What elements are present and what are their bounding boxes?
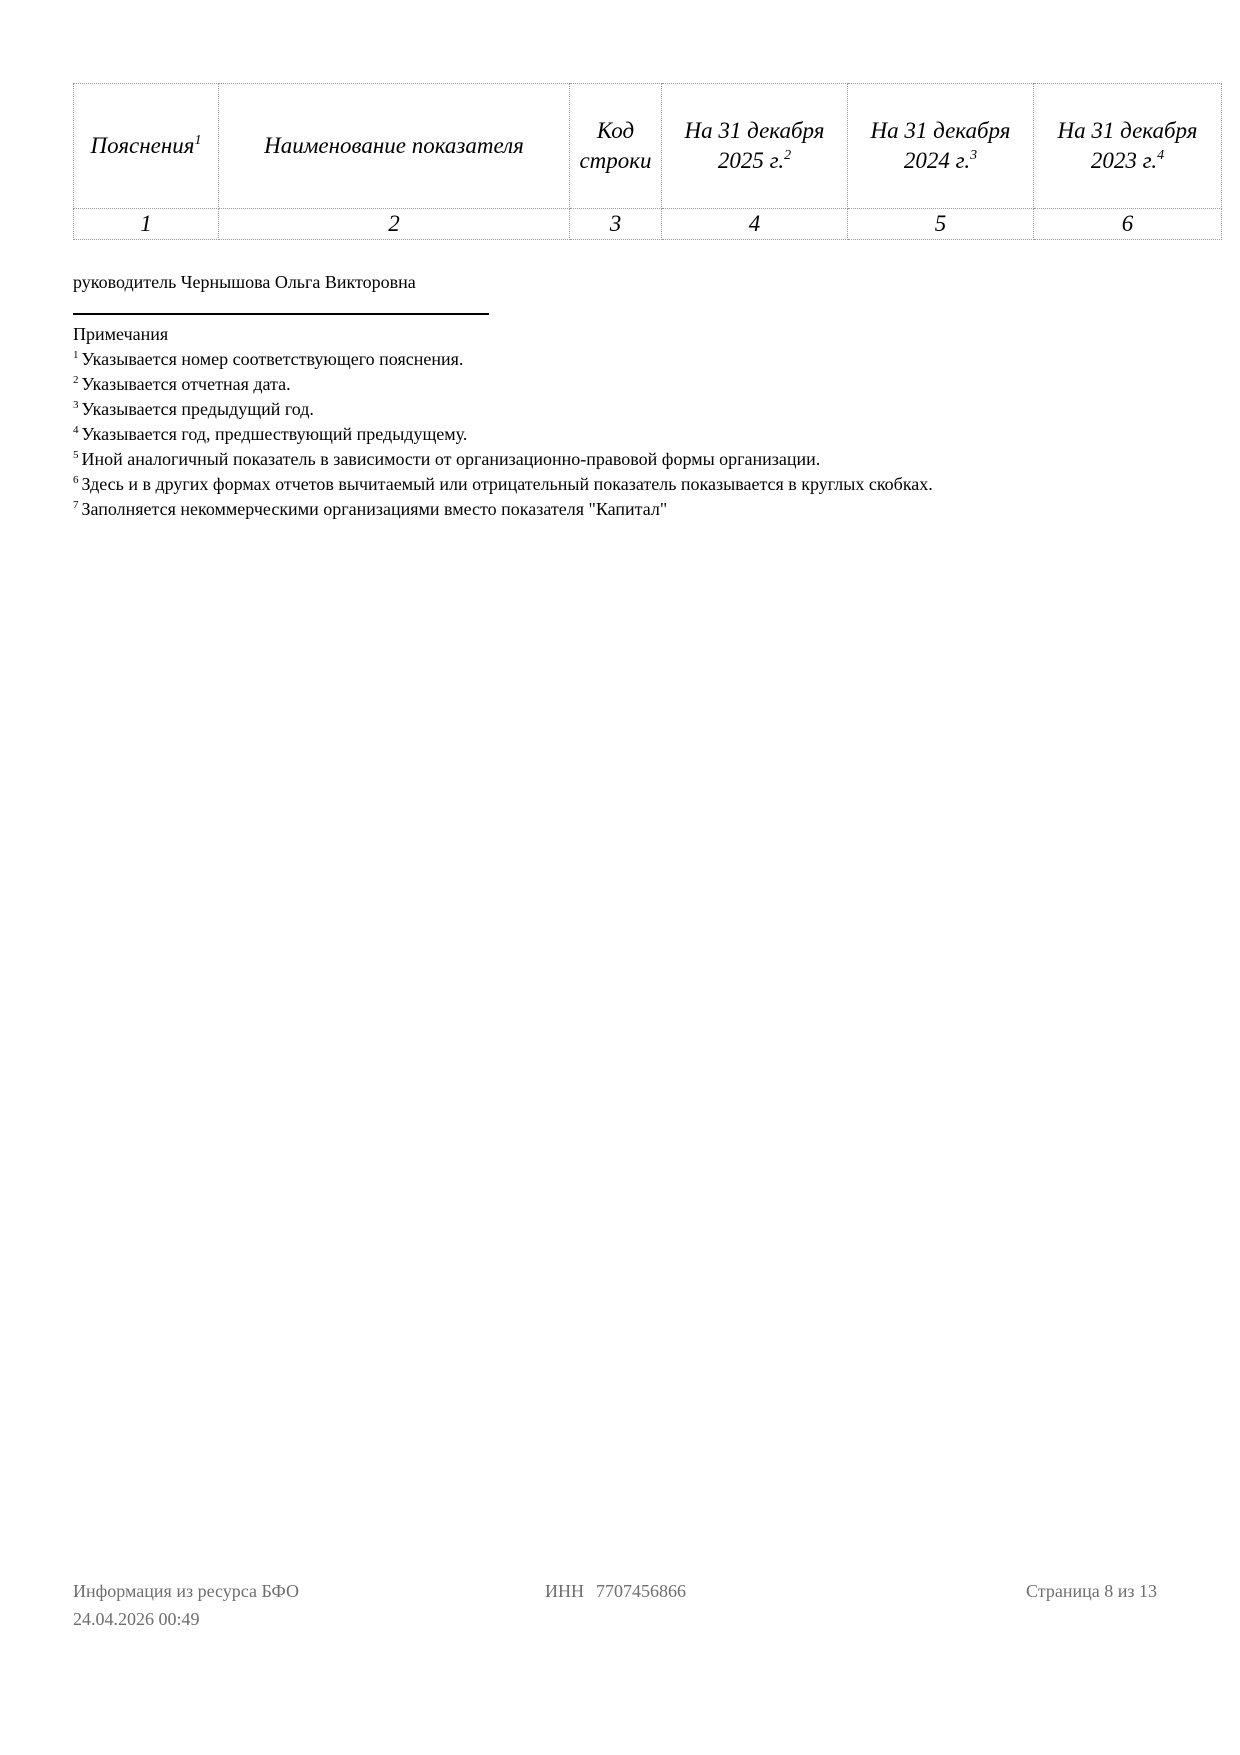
notes-title: Примечания xyxy=(73,324,169,344)
header-line-code: Код строки xyxy=(570,84,662,209)
note-item: $^4$ Указывается год, предшествующий предыдущему. xyxy=(73,424,468,444)
signer-name: руководитель Чернышова Ольга Викторовна xyxy=(73,272,416,292)
note-item: $^7$ Заполняется некоммерческими организациями вместо показателя "Капитал" xyxy=(73,499,668,519)
note-item: $^5$ Иной аналогичный показатель в зависимости от организационно-правовой формы организации. xyxy=(73,449,821,469)
report-table xyxy=(73,83,1222,240)
header-date-2024: На 31 декабря 2024 г.$^3$ xyxy=(848,84,1034,209)
notes-section xyxy=(73,322,933,522)
footer-inn-label: ИНН xyxy=(545,1581,584,1601)
column-number: 3 xyxy=(570,209,662,240)
header-date-2025: На 31 декабря 2025 г.$^2$ xyxy=(662,84,848,209)
column-number-row xyxy=(74,209,1222,240)
footer-inn-value: 7707456866 xyxy=(596,1581,686,1601)
note-item: $^1$ Указывается номер соответствующего пояснения. xyxy=(73,349,464,369)
footer-inn xyxy=(545,1577,686,1605)
column-number: 6 xyxy=(1034,209,1222,240)
footer-source xyxy=(73,1577,299,1633)
note-item: $^2$ Указывается отчетная дата. xyxy=(73,374,291,394)
column-number: 2 xyxy=(219,209,570,240)
header-indicator-name: Наименование показателя xyxy=(219,84,570,209)
footer-page-number: Страница 8 из 13 xyxy=(1026,1581,1157,1601)
table-header-row xyxy=(74,84,1222,209)
footer-source-label: Информация из ресурса БФО xyxy=(73,1581,299,1601)
column-number: 4 xyxy=(662,209,848,240)
header-date-2023: На 31 декабря 2023 г.$^4$ xyxy=(1034,84,1222,209)
note-item: $^3$ Указывается предыдущий год. xyxy=(73,399,314,419)
column-number: 5 xyxy=(848,209,1034,240)
signature-line xyxy=(73,313,489,315)
header-explanations: Пояснения$^1$ xyxy=(74,84,219,209)
note-item: $^6$ Здесь и в других формах отчетов вычитаемый или отрицательный показатель показывается в круглых скобках. xyxy=(73,474,933,494)
footer-timestamp: 24.04.2026 00:49 xyxy=(73,1609,200,1629)
column-number: 1 xyxy=(74,209,219,240)
